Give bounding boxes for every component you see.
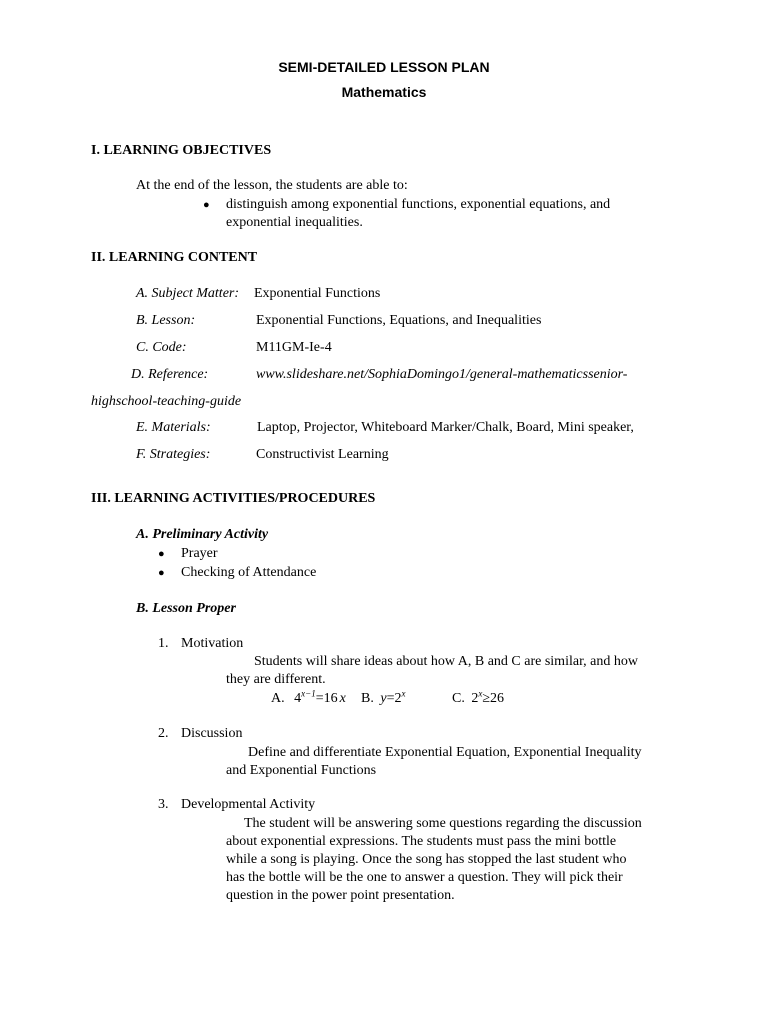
content-value-subject-matter: Exponential Functions	[254, 286, 381, 301]
step-number: 2.	[158, 726, 169, 741]
content-value-strategies: Constructivist Learning	[256, 447, 389, 462]
preliminary-item-attendance: Checking of Attendance	[181, 565, 317, 580]
content-value-reference: www.slideshare.net/SophiaDomingo1/general-mathematicssenior-	[256, 367, 628, 382]
content-heading: II. LEARNING CONTENT	[91, 250, 258, 265]
activities-heading: III. LEARNING ACTIVITIES/PROCEDURES	[91, 491, 376, 506]
content-value-materials: Laptop, Projector, Whiteboard Marker/Chalk, Board, Mini speaker,	[257, 420, 634, 435]
step-title-motivation: Motivation	[181, 636, 244, 651]
motivation-line1: Students will share ideas about how A, B and C are similar, and how	[254, 654, 638, 669]
bullet-icon: ●	[203, 199, 210, 211]
content-value-reference-cont: highschool-teaching-guide	[91, 394, 242, 409]
step-number: 3.	[158, 797, 169, 812]
bullet-icon: ●	[158, 567, 165, 579]
motivation-option-c: C. $2^x\ge 26$	[452, 688, 505, 706]
preliminary-item-prayer: Prayer	[181, 546, 218, 561]
developmental-line3: while a song is playing. Once the song has stopped the last student who	[226, 852, 627, 867]
developmental-line2: about exponential expressions. The students must pass the mini bottle	[226, 834, 617, 849]
content-label-reference: D. Reference:	[131, 367, 209, 382]
content-label-code: C. Code:	[136, 340, 187, 355]
objectives-heading: I. LEARNING OBJECTIVES	[91, 143, 272, 158]
step-title-discussion: Discussion	[181, 726, 243, 741]
document-title: SEMI-DETAILED LESSON PLAN	[278, 59, 490, 75]
preliminary-heading: A. Preliminary Activity	[136, 527, 269, 542]
objectives-intro: At the end of the lesson, the students are able to:	[136, 178, 408, 193]
motivation-line2: they are different.	[226, 672, 326, 687]
developmental-line4: has the bottle will be the one to answer a question. They will pick their	[226, 870, 623, 885]
motivation-option-a: A. $4^{x-1}=16$ x	[271, 688, 346, 706]
content-value-lesson: Exponential Functions, Equations, and Inequalities	[256, 313, 542, 328]
developmental-line1: The student will be answering some questions regarding the discussion	[244, 816, 642, 831]
motivation-option-b: B. $y=2^x$	[361, 688, 406, 706]
objective-item-line1: distinguish among exponential functions, exponential equations, and	[226, 197, 611, 212]
lesson-proper-heading: B. Lesson Proper	[136, 601, 236, 616]
developmental-line5: question in the power point presentation.	[226, 888, 455, 903]
step-number: 1.	[158, 636, 169, 651]
content-label-strategies: F. Strategies:	[136, 447, 211, 462]
bullet-icon: ●	[158, 548, 165, 560]
document-subtitle: Mathematics	[341, 84, 427, 100]
objective-item-line2: exponential inequalities.	[226, 215, 363, 230]
discussion-line2: and Exponential Functions	[226, 763, 377, 778]
discussion-line1: Define and differentiate Exponential Equation, Exponential Inequality	[248, 745, 642, 760]
content-label-materials: E. Materials:	[136, 420, 211, 435]
content-label-lesson: B. Lesson:	[136, 313, 196, 328]
step-title-developmental: Developmental Activity	[181, 797, 316, 812]
content-label-subject-matter: A. Subject Matter:	[136, 286, 240, 301]
content-value-code: M11GM-Ie-4	[256, 340, 332, 355]
